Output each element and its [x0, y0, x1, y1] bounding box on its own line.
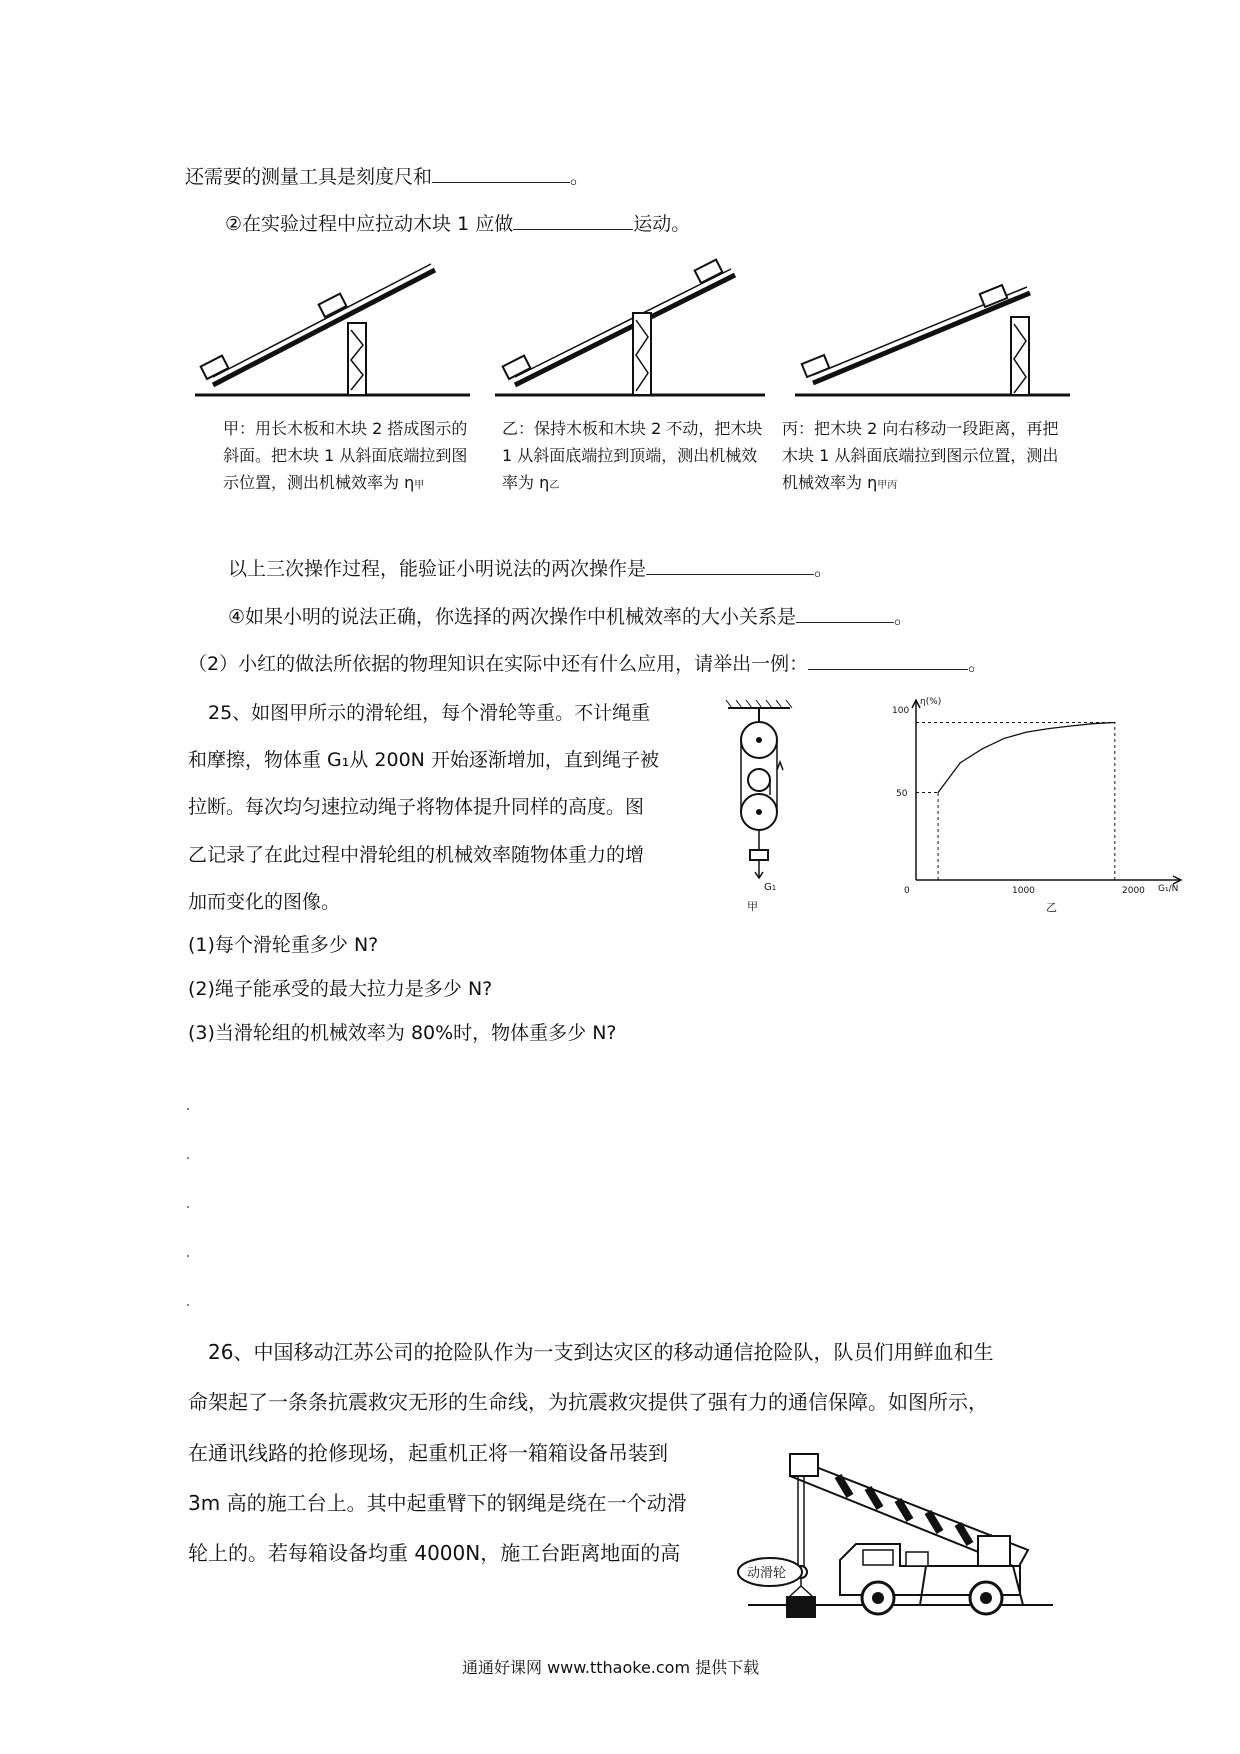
caption-bing: 丙：把木块 2 向右移动一段距离，再把木块 1 从斜面底端拉到图示位置，测出机械效率为 η甲丙 — [782, 419, 1059, 492]
q26-text-line-2: 命架起了一条条抗震救灾无形的生命线，为抗震救灾提供了强有力的通信保障。如图所示， — [188, 1390, 988, 1414]
stray-mark — [187, 1206, 189, 1208]
y-tick-50: 50 — [896, 789, 908, 799]
pulley-g-label: G1 — [764, 882, 777, 893]
q25-question-2: (2)绳子能承受的最大拉力是多少 N? — [188, 978, 493, 1000]
answer-blank-5[interactable] — [808, 651, 968, 670]
q24-line-5: （2）小红的做法所依据的物理知识在实际中还有什么应用，请举出一例： 。 — [188, 653, 988, 675]
q26-text-line-3: 在通讯线路的抢修现场，起重机正将一箱箱设备吊装到 — [188, 1441, 668, 1465]
y-axis-label: η(%) — [920, 697, 942, 707]
chart-figure-label: 乙 — [1046, 901, 1057, 913]
q25-text-line-1: 25、如图甲所示的滑轮组，每个滑轮等重。不计绳重 — [208, 702, 651, 724]
q24-line-3: 以上三次操作过程，能验证小明说法的两次操作是 。 — [228, 558, 834, 580]
pulley-figure-jia — [722, 700, 802, 915]
incline-figure-bing — [795, 285, 1070, 395]
caption-jia: 甲：用长木板和木块 2 搭成图示的斜面。把木块 1 从斜面底端拉到图示位置，测出机械效率为 η甲 — [223, 419, 468, 492]
x-tick-0: 0 — [904, 886, 910, 896]
y-tick-100: 100 — [892, 706, 910, 716]
equipment-box-icon — [786, 1596, 816, 1618]
q25-text-line-3: 拉断。每次均匀速拉动绳子将物体提升同样的高度。图 — [188, 796, 645, 818]
incline-figure-yi — [495, 260, 765, 395]
answer-blank-2[interactable] — [513, 211, 633, 230]
q25-text-line-5: 加而变化的图像。 — [188, 891, 341, 913]
chart-guide-lines — [916, 722, 1115, 880]
footer-credit: 通通好课网 www.tthaoke.com 提供下载 — [462, 1658, 760, 1677]
stray-mark — [187, 1304, 189, 1306]
x-axis-label: G₁/N — [1158, 884, 1179, 894]
q25-question-1: (1)每个滑轮重多少 N? — [188, 934, 379, 956]
crane-truck — [840, 1536, 1023, 1614]
q25-question-3: (3)当滑轮组的机械效率为 80%时，物体重多少 N? — [188, 1022, 617, 1044]
q26-text-line-1: 26、中国移动江苏公司的抢险队作为一支到达灾区的移动通信抢险队，队员们用鲜血和生 — [208, 1340, 994, 1364]
caption-yi: 乙：保持木板和木块 2 不动，把木块 1 从斜面底端拉到顶端，测出机械效率为 η乙 — [502, 419, 763, 492]
q26-text-line-4: 3m 高的施工台上。其中起重臂下的钢绳是绕在一个动滑 — [188, 1491, 687, 1515]
pulley-figure-label: 甲 — [747, 900, 758, 913]
answer-blank-1[interactable] — [432, 164, 570, 183]
efficiency-chart — [870, 688, 1190, 913]
stray-mark — [187, 1157, 189, 1159]
answer-blank-4[interactable] — [796, 604, 894, 623]
incline-figure-jia — [195, 264, 470, 395]
x-tick-1000: 1000 — [1012, 886, 1035, 896]
efficiency-curve — [938, 723, 1115, 793]
q24-line-1: 还需要的测量工具是刻度尺和 。 — [185, 166, 590, 188]
x-tick-2000: 2000 — [1122, 886, 1145, 896]
crane-illustration — [728, 1440, 1068, 1620]
stray-mark — [187, 1108, 189, 1110]
q24-line-2: ②在实验过程中应拉动木块 1 应做 运动。 — [225, 213, 691, 235]
q24-line-4: ④如果小明的说法正确，你选择的两次操作中机械效率的大小关系是 。 — [228, 606, 914, 628]
stray-mark — [187, 1255, 189, 1257]
q25-text-line-4: 乙记录了在此过程中滑轮组的机械效率随物体重力的增 — [188, 844, 645, 866]
answer-blank-3[interactable] — [646, 556, 814, 575]
incline-figures — [195, 255, 1075, 405]
crane-pulley-label: 动滑轮 — [747, 1566, 787, 1581]
q25-text-line-2: 和摩擦，物体重 G₁从 200N 开始逐渐增加，直到绳子被 — [188, 749, 659, 771]
q26-text-line-5: 轮上的。若每箱设备均重 4000N，施工台距离地面的高 — [188, 1541, 681, 1565]
